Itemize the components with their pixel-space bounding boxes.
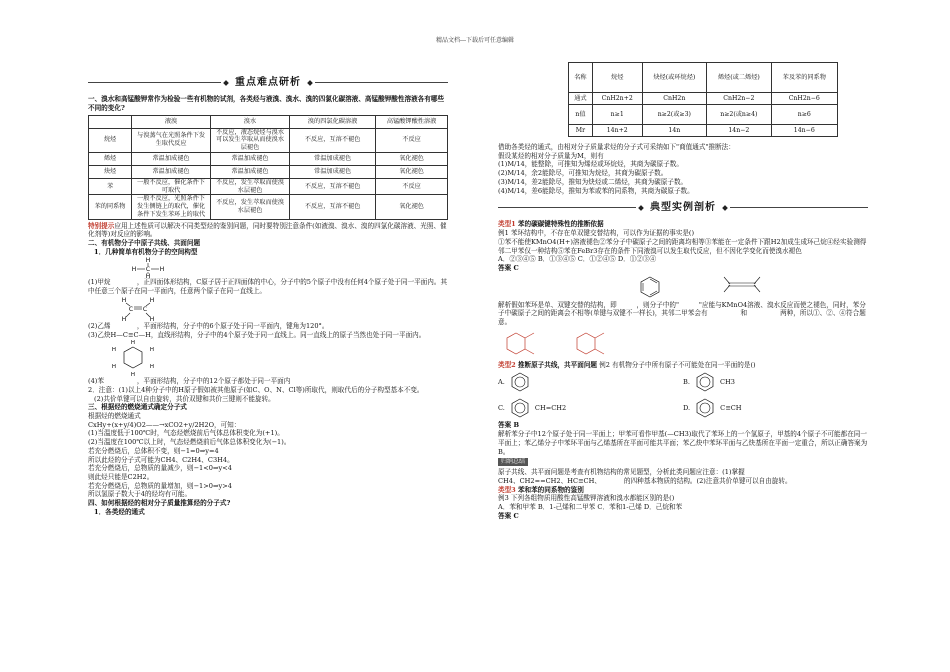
q3-line: 若充分燃烧后，总体积不变，则−1=0⇒y=4: [88, 446, 219, 455]
table-cell: 苯的同系物: [89, 195, 132, 219]
question-2-title: 二、有机物分子中原子共线、共面问题: [88, 239, 201, 247]
table-row: [89, 128, 448, 152]
table-cell: 不反应，发生萃取而使溴水层褪色: [211, 195, 290, 219]
table-cell: 14n−2: [707, 125, 772, 137]
table-header-cell: [89, 115, 132, 128]
option-a-label: A.: [498, 378, 505, 387]
table-cell: n≥2(或≥3): [642, 105, 707, 125]
benzene-ring-icon: [694, 371, 716, 393]
table-cell: 常温加成褪色: [132, 152, 211, 165]
table-header-cell: 烷烃: [592, 63, 642, 93]
note-1: 2．注意：(1)以上4种分子中的H原子假如被其他原子(如C、O、N、Cl等)所取代，则取代后的分子构型基本不变。: [88, 385, 424, 394]
table-cell: 常温加成褪色: [290, 152, 376, 165]
table-header-cell: 高锰酸钾酸性溶液: [376, 115, 448, 128]
table-row: [89, 178, 448, 195]
table-row: [569, 93, 838, 105]
svg-text:H: H: [130, 372, 136, 378]
table-cell: 通式: [569, 93, 593, 105]
table-header-cell: 苯及苯的同系物: [771, 63, 837, 93]
table-cell: n≥2(或n≥4): [707, 105, 772, 125]
benzene-structure: [108, 339, 448, 377]
benzene-ring-icon: [509, 397, 531, 419]
ethylene-structure: [118, 296, 448, 322]
option-c-substituent: CH=CH2: [534, 404, 567, 413]
table-header-cell: 名称: [569, 63, 593, 93]
table-cell: CnH2n+2: [592, 93, 642, 105]
q3-line: 若充分燃烧后，总物质的量增加，则−1>0⇒y>4: [88, 481, 232, 490]
table-row: [569, 125, 838, 137]
table-cell: 氧化褪色: [376, 165, 448, 178]
example-1-structures: [638, 275, 868, 299]
table-header-cell: 炔烃(或环烷烃): [642, 63, 707, 93]
question-2-sub1: 1．几种简单有机物分子的空间构型: [94, 247, 198, 256]
svg-text:H: H: [130, 340, 136, 347]
q3-line: (2)当温度在100℃以上时，气态烃燃烧前后气体总体积变化为(−1)。: [88, 438, 291, 447]
benzene-structure-diagram: [108, 339, 158, 377]
svg-text:H: H: [121, 296, 127, 304]
example-3-question: 例3 下列各组物质用酸性高锰酸钾溶液和溴水都能区别的是(): [498, 494, 675, 503]
option-d-substituent: C≡CH: [720, 404, 742, 413]
tip-text: 应用上述性质可以解决不同类型烃的鉴别问题，同时要特别注意条件(如液溴、溴水、溴的四氯化碳溶液、光照、催化剂等)对反应的影响。: [88, 221, 447, 239]
question-3-title: 三、根据烃的燃烧通式确定分子式: [88, 403, 187, 412]
methane-structure-diagram: [128, 256, 168, 278]
table-cell: 不反应，液态烷烃与溴水可以发生萃取从而使溴水层褪色: [211, 128, 290, 152]
section-title-text: 典型实例剖析: [650, 202, 716, 214]
table-header-cell: 液溴: [132, 115, 211, 128]
double-bond-diagram: [722, 275, 762, 295]
benzene-ring-icon: [694, 397, 716, 419]
q3-line: 所以此烃的分子式可能为CH4、C2H4、C3H4。: [88, 455, 234, 464]
table-cell: 烷烃: [89, 128, 132, 152]
kekule-benzene-diagram: [638, 275, 662, 299]
q3-line: 若充分燃烧后，总物质的量减少，则−1<0⇒y<4: [88, 464, 232, 473]
ethylene-structure-diagram: [118, 296, 158, 322]
table-cell: 不反应，互溶不褪色: [290, 195, 376, 219]
example-2-summary-2: CH4、CH2==CH2、HC≡CH、 的四种基本物质的结构。(2)注意共价单键可以自由旋转。: [498, 476, 792, 485]
table-cell: 氧化褪色: [376, 195, 448, 219]
method-line: (2)M/14，余2能除尽，可推知为烷烃，其商为碳原子数。: [498, 169, 668, 178]
left-column: [88, 70, 448, 516]
table-cell: 不反应，互溶不褪色: [290, 128, 376, 152]
method-line: 假设某烃的相对分子质量为M，则有: [498, 151, 604, 160]
table-cell: Mr: [569, 125, 593, 137]
table-row: [89, 165, 448, 178]
table-cell: 常温加成褪色: [132, 165, 211, 178]
option-b: [683, 369, 868, 395]
benzene-ring-icon: [509, 371, 531, 393]
table-row: [569, 105, 838, 125]
right-column: [498, 62, 868, 520]
method-line: (3)M/14，差2能除尽，推知为炔烃或二烯烃，其商为碳原子数。: [498, 177, 688, 186]
example-3-answer: 答案 C: [498, 511, 519, 520]
table-cell: 14n+2: [592, 125, 642, 137]
svg-text:H: H: [149, 296, 155, 304]
table-cell: 14n−6: [771, 125, 837, 137]
table-cell: 不反应，互溶不褪色: [290, 178, 376, 195]
example-1-options: A．②③④⑤ B．①③④⑤ C．①②④⑤ D．①②③④: [498, 255, 657, 264]
example-1-analysis: 解析假如苯环是单、双键交替的结构，即 ，则分子中的" "应能与KMnO4溶液、溴水反应而使之褪色，同时，苯分子中碳原子之间的距离会不相等(单键与双键不一样长)，其邻二甲苯会有 和 两种，所以①、②、④符合题意。: [498, 300, 866, 327]
q3-line: 所以氢原子数大于4的烃均有可能。: [88, 490, 192, 499]
note-2: (2)共价单键可以自由旋转，共价双键和共价三键则不能旋转。: [94, 394, 275, 403]
example-2-summary: 原子共线、共平面问题是考查有机物结构的常见题型，分析此类问题应注意：(1)掌握: [498, 468, 745, 477]
example-2-title: 推断原子共线，共平面问题: [517, 360, 598, 369]
svg-text:H: H: [149, 315, 155, 322]
section-title-key-points: [88, 76, 448, 89]
table-header-row: [89, 115, 448, 128]
svg-text:H: H: [149, 364, 155, 371]
page-header: 精品文档---下载后可任意编辑: [435, 37, 515, 44]
table-row: [89, 152, 448, 165]
summary-band: 归纳总结: [498, 458, 528, 466]
table-cell: 常温加成褪色: [290, 165, 376, 178]
table-cell: 常温加成褪色: [211, 152, 290, 165]
table-cell: n值: [569, 105, 593, 125]
svg-text:C: C: [142, 305, 148, 313]
table-cell: CnH2n: [642, 93, 707, 105]
example-1-label: 类型1: [498, 220, 516, 229]
option-d-label: D.: [683, 404, 691, 413]
svg-text:C: C: [145, 266, 151, 274]
table-header-cell: 烯烃(或二烯烃): [707, 63, 772, 93]
example-2-answer: 答案 B: [498, 421, 520, 430]
q3-line: 则此烃只能是C2H2。: [88, 472, 154, 481]
q3-line: CxHy+(x+y/4)O2——→xCO2+y/2H2O，可知：: [88, 420, 241, 429]
example-3-title: 苯和苯的同系物的鉴别: [517, 485, 584, 494]
example-3-label: 类型3: [498, 485, 516, 494]
method-line: (1)M/14，能整除，可推知为烯烃或环烷烃，其商为碳原子数。: [498, 160, 683, 169]
table-row: [89, 195, 448, 219]
svg-text:H: H: [145, 273, 151, 279]
svg-text:C: C: [128, 305, 134, 313]
table-cell: 不反应: [376, 128, 448, 152]
svg-text:H: H: [145, 257, 151, 265]
table-header-cell: 溴水: [211, 115, 290, 128]
table-cell: 与溴蒸气在光照条件下发生取代反应: [132, 128, 211, 152]
question-1-title: 一、溴水和高锰酸钾常作为检验一些有机物的试剂，各类烃与液溴、溴水、溴的四氯化碳溶液、高锰酸钾酸性溶液各有哪些不同的变化?: [88, 95, 445, 112]
table-cell: 不反应，发生萃取而使溴水层褪色: [211, 178, 290, 195]
section-title-examples: [498, 201, 868, 214]
table-cell: 常温加成褪色: [211, 165, 290, 178]
o-xylene-diagram-1: [498, 329, 548, 359]
method-line: 借助各类烃的通式，由相对分子质量求烃的分子式可采纳如下"商值通式"推断法：: [498, 143, 735, 151]
question-4-title: 四、如何根据烃的相对分子质量推算烃的分子式?: [88, 499, 231, 508]
section-title-text: 重点难点研析: [235, 77, 301, 88]
svg-text:H: H: [111, 347, 117, 354]
table-cell: 一般不反应，催化条件下可取代: [132, 178, 211, 195]
table-cell: CnH2n−6: [771, 93, 837, 105]
example-1-question: 例1 苯环结构中，不存在单双键交替结构，可以作为证据的事实是(): [498, 229, 695, 238]
example-2-question: 例2 有机物分子中所有原子不可能处在同一平面的是(): [599, 360, 756, 369]
table-cell: 14n: [642, 125, 707, 137]
table-cell: 苯: [89, 178, 132, 195]
option-c: [498, 395, 683, 421]
table-header-row: [569, 63, 838, 93]
o-xylene-diagram-2: [568, 329, 618, 359]
methane-structure: [128, 256, 448, 278]
table-cell: 氧化褪色: [376, 152, 448, 165]
svg-text:H: H: [159, 266, 165, 274]
formula-table: [568, 62, 838, 137]
svg-text:H: H: [111, 364, 117, 371]
table-cell: 不反应: [376, 178, 448, 195]
table-cell: 炔烃: [89, 165, 132, 178]
benzene-text: (4)苯 ，平面形结构，分子中的12个原子都处于同一平面内: [88, 377, 291, 386]
question-4-sub: 1．各类烃的通式: [94, 507, 145, 516]
svg-text:H: H: [149, 347, 155, 354]
table-cell: CnH2n−2: [707, 93, 772, 105]
acetylene-text: (3)乙炔H—C≡C—H，直线形结构，分子中的4个原子处于同一直线上。同一直线上的原子当然也处于同一平面内。: [88, 330, 426, 339]
option-c-label: C.: [498, 404, 505, 413]
q3-line: (1)当温度低于100℃时，气态烃燃烧前后气体总体积变化为(+1)。: [88, 429, 284, 438]
example-1-title: 苯的碳碳键特殊性的推断依据: [517, 220, 604, 229]
table-header-cell: 溴的四氯化碳溶液: [290, 115, 376, 128]
svg-text:H: H: [131, 266, 137, 274]
table-cell: n≥6: [771, 105, 837, 125]
option-b-label: B.: [683, 378, 690, 387]
example-3-options: A．苯和甲苯 B．1-己烯和二甲苯 C．苯和1-己烯 D．己烷和苯: [498, 502, 683, 511]
reagent-table: [88, 115, 448, 220]
table-cell: n≥1: [592, 105, 642, 125]
methane-text: (1)甲烷 ，正四面体形结构，C原子居于正四面体的中心，分子中的5个原子中没有任何4个原子处于同一平面内。其中任意三个原子在同一平面内，任意两个原子在同一直线上。: [88, 278, 448, 296]
example-2-analysis: 解析苯分子中12个原子处于同一平面上；甲苯可看作甲基(—CH3)取代了苯环上的一个氢原子，甲基的4个原子不可能都在同一平面上；苯乙烯分子中苯环平面与乙烯基所在平面可能共平面；苯乙炔中苯环平面与乙炔基所在平面一定重合，所以正确答案为B。: [498, 430, 868, 456]
ethylene-text: (2)乙烯 ，平面形结构，分子中的6个原子处于同一平面内，键角为120°。: [88, 321, 329, 330]
option-a: [498, 369, 683, 395]
table-cell: 一般不反应，光照条件下发生侧链上的取代，催化条件下发生苯环上的取代: [132, 195, 211, 219]
example-2-label: 类型2: [498, 360, 516, 369]
q3-line: 根据烃的燃烧通式: [88, 412, 141, 421]
svg-text:H: H: [121, 315, 127, 322]
option-b-substituent: CH3: [719, 378, 735, 387]
xylene-structures: [498, 329, 868, 359]
option-d: [683, 395, 868, 421]
method-line: (4)M/14，差6能除尽，推知为苯或苯的同系物，其商为碳原子数。: [498, 186, 694, 195]
table-cell: 烯烃: [89, 152, 132, 165]
tip-label: 特别提示: [88, 221, 115, 230]
example-1-items: ①苯不能使KMnO4(H+)溶液褪色②苯分子中碳原子之间的距离均相等③苯能在一定条件下跟H2加成生成环己烷④经实验测得邻二甲苯仅一种结构⑤苯在FeBr3存在的条件下同液溴可以发生取代反应，但不因化学变化而使溴水褪色: [498, 237, 867, 255]
example-1-answer: 答案 C: [498, 263, 519, 272]
example-2-options: [498, 369, 868, 421]
